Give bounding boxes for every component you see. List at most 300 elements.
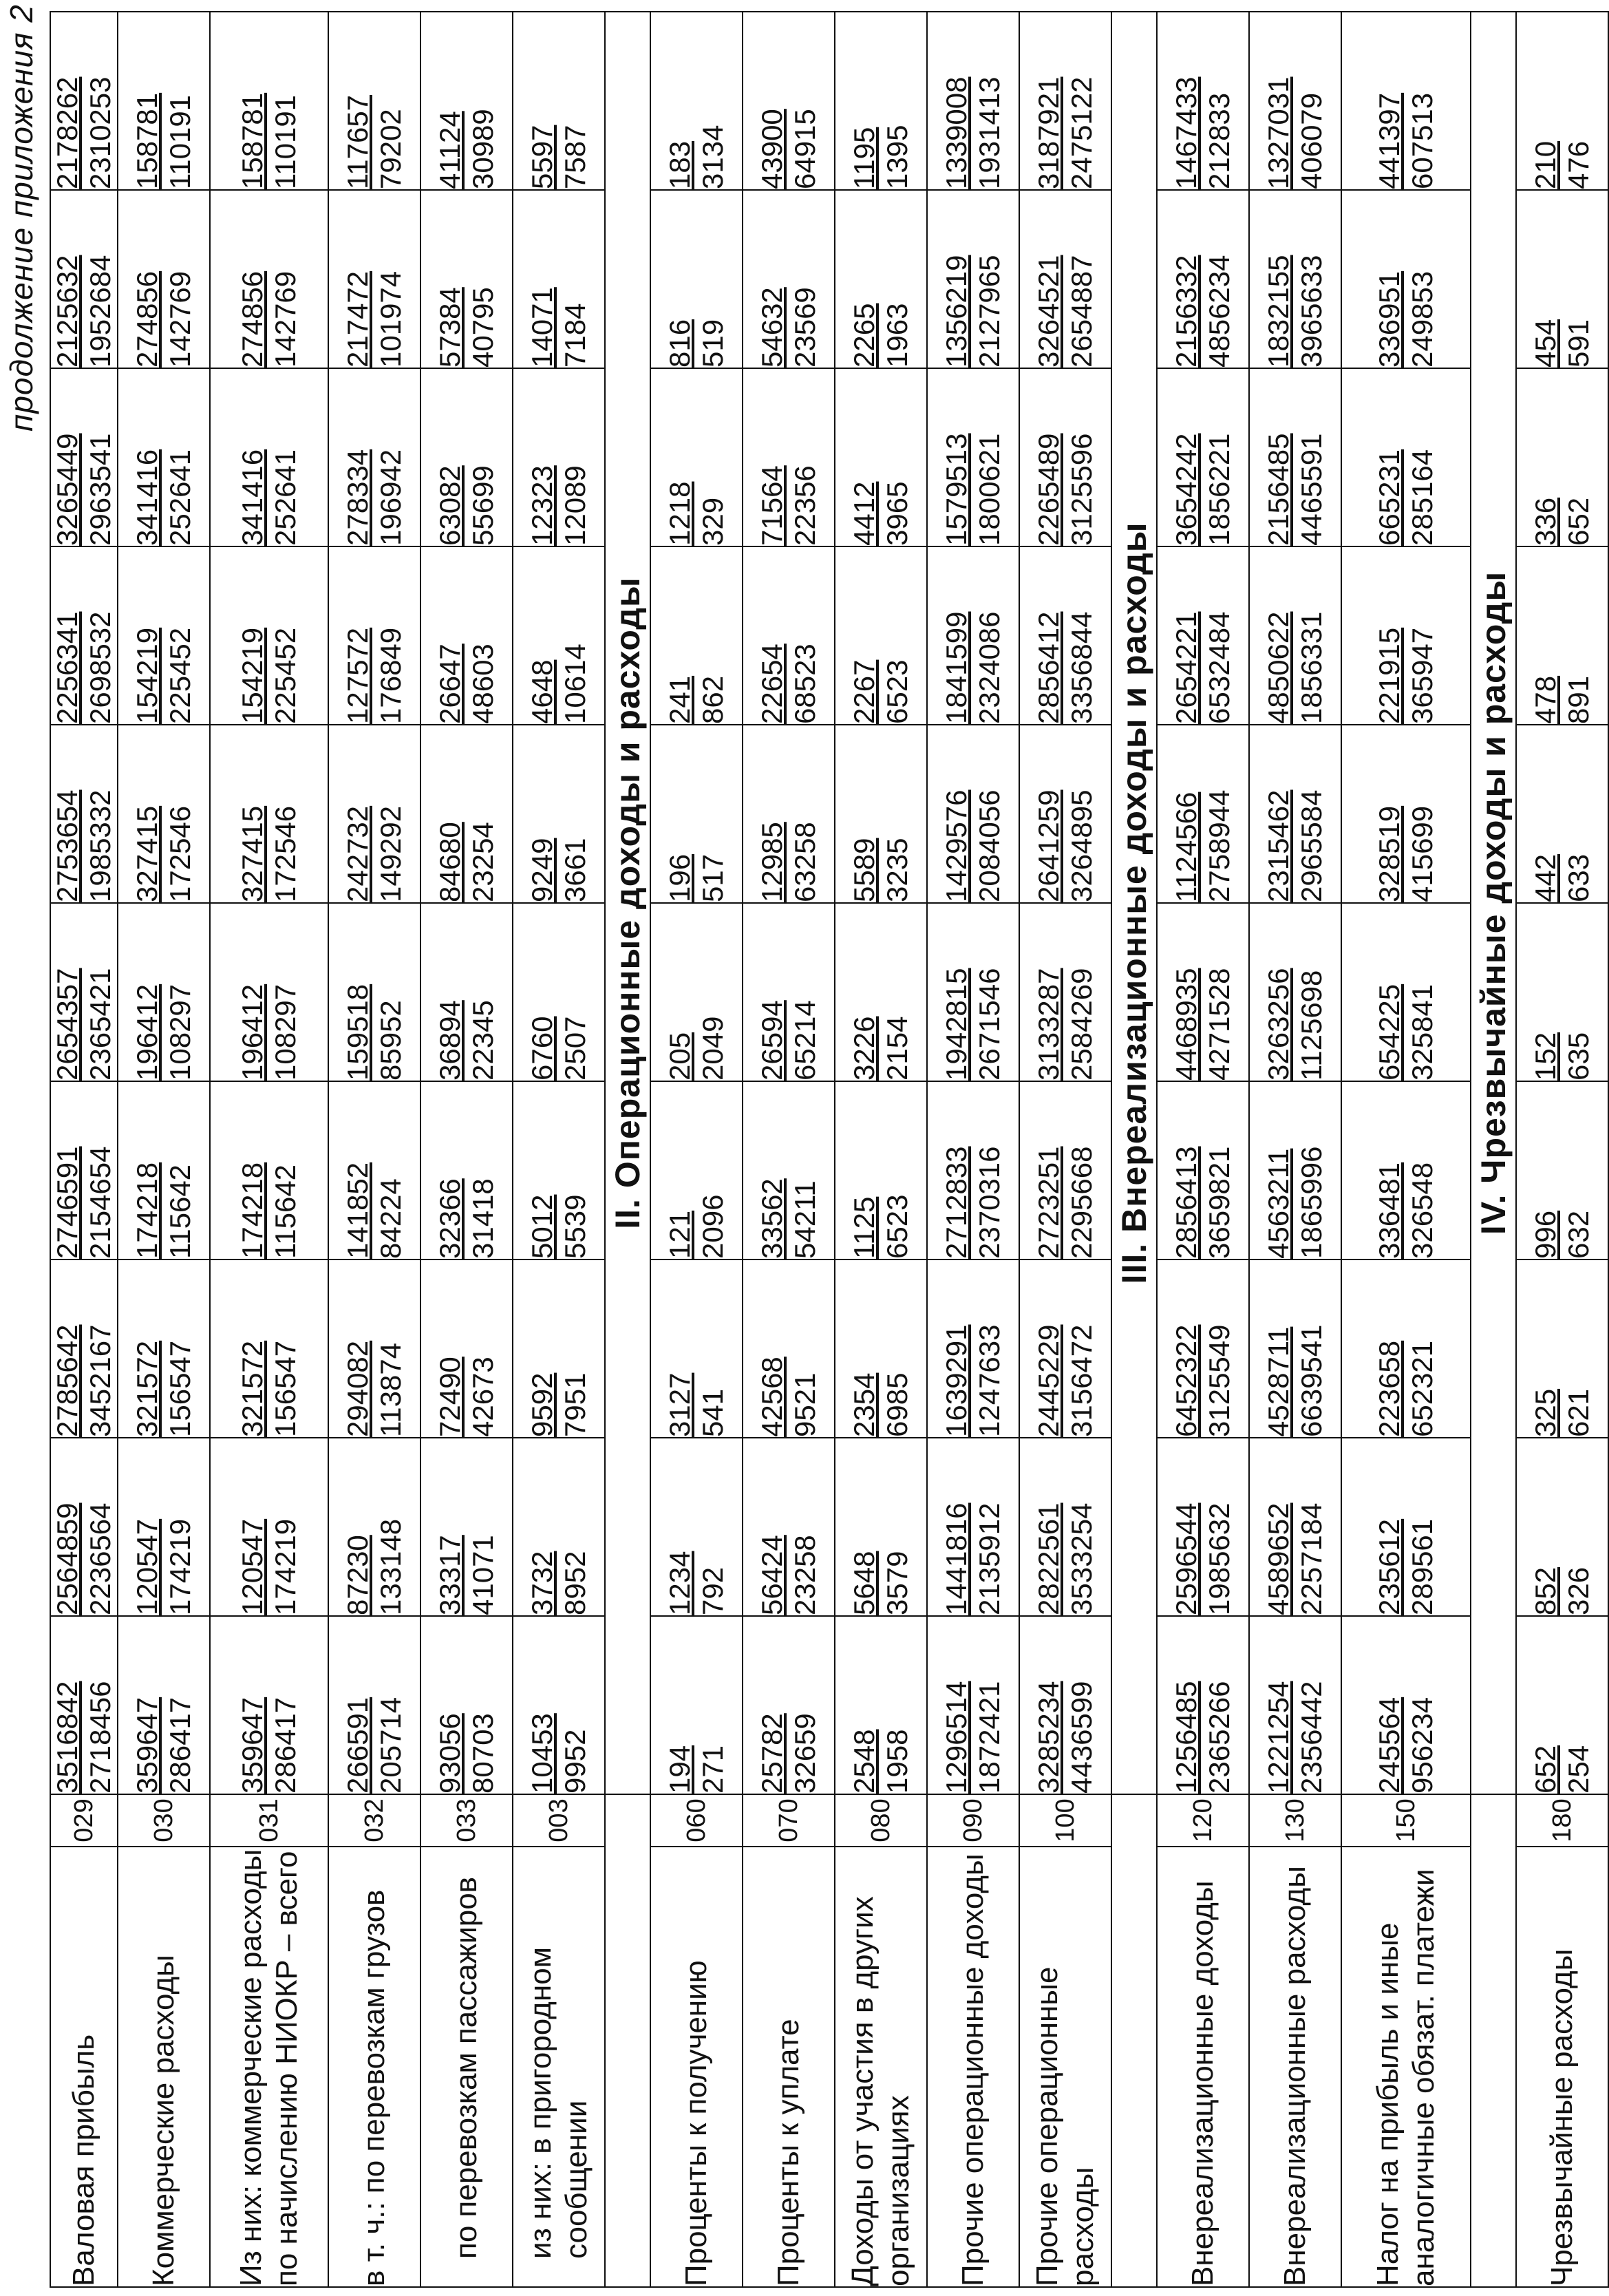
value-cell [50,1259,118,1438]
value-fraction [940,968,1006,1081]
value-top: 3654242 [1170,433,1202,546]
value-top: 3226 [848,1016,880,1081]
value-bottom: 271 [696,1745,729,1794]
value-cell [835,903,927,1081]
value-cell [118,368,210,546]
value-fraction [341,1341,407,1437]
table-row [50,12,118,2287]
value-cell [835,1081,927,1259]
value-cell [118,1259,210,1438]
value-cell [328,190,420,368]
value-bottom: 1800621 [973,433,1005,546]
value-fraction [1373,1162,1439,1259]
value-cell [328,1616,420,1794]
value-cell [835,546,927,725]
value-cell [927,1616,1019,1794]
value-bottom: 22356 [789,465,821,546]
value-bottom: 225452 [164,627,196,724]
value-fraction [51,968,117,1081]
value-bottom: 115642 [164,1164,196,1259]
value-bottom: 1958 [881,1729,913,1794]
value-cell [50,725,118,903]
value-top: 93056 [434,1713,466,1794]
value-cell [650,546,743,725]
value-fraction [1170,255,1236,368]
value-bottom: 68523 [789,644,821,724]
value-fraction [51,611,117,724]
value-top: 33317 [434,1535,466,1615]
value-top: 10453 [526,1713,558,1794]
value-fraction [1529,1032,1595,1081]
value-top: 1942815 [940,968,972,1081]
value-cell [927,1438,1019,1616]
value-cell [210,12,328,190]
value-cell [210,1081,328,1259]
value-fraction [526,465,592,546]
value-cell [210,725,328,903]
value-top: 2641259 [1032,789,1065,902]
value-cell [1157,1438,1249,1616]
value-fraction [1032,1502,1098,1615]
value-cell [743,546,835,725]
value-cell [1341,1081,1471,1259]
value-fraction [1529,141,1595,189]
value-bottom: 252641 [269,449,301,546]
value-bottom: 7587 [559,125,591,189]
value-cell [1516,546,1608,725]
value-fraction [526,1373,592,1437]
value-top: 120547 [131,1518,163,1615]
value-top: 4528711 [1262,1326,1294,1437]
value-bottom: 6639541 [1295,1324,1328,1437]
value-bottom: 174219 [164,1518,196,1615]
value-bottom: 633 [1562,853,1595,902]
value-top: 1195 [848,127,880,189]
value-top: 33562 [756,1178,788,1259]
value-fraction [1262,789,1328,902]
value-bottom: 113874 [374,1342,407,1437]
value-cell [1249,368,1341,546]
value-cell [1249,1081,1341,1259]
value-fraction [1529,854,1595,902]
value-fraction [663,1373,729,1437]
value-top: 158781 [236,92,268,189]
value-cell [50,368,118,546]
value-bottom: 286417 [269,1697,301,1794]
value-cell [1019,1438,1111,1616]
value-top: 32366 [434,1178,466,1259]
value-fraction [663,319,729,368]
value-cell [927,1259,1019,1438]
value-cell [328,368,420,546]
value-cell [513,190,605,368]
value-bottom: 84224 [374,1178,407,1259]
value-fraction [1529,498,1595,546]
value-fraction [236,628,302,724]
value-cell [328,1438,420,1616]
value-top: 2548 [848,1729,880,1794]
value-fraction [1373,271,1439,368]
value-fraction [434,287,500,368]
value-top: 43900 [756,109,788,189]
value-top: 816 [663,319,696,368]
value-bottom: 1963 [881,303,913,368]
value-fraction [1170,968,1236,1081]
value-top: 359647 [131,1697,163,1794]
value-bottom: 174219 [269,1518,301,1615]
value-bottom: 3965 [881,481,913,546]
value-top: 158781 [131,92,163,189]
value-fraction [1262,1146,1328,1259]
value-cell [1157,1259,1249,1438]
value-bottom: 1985632 [1203,1502,1235,1615]
value-bottom: 205714 [374,1697,407,1794]
value-bottom: 2718456 [84,1681,116,1794]
value-top: 4850622 [1262,611,1294,724]
value-cell [1157,12,1249,190]
value-fraction [848,125,914,189]
row-label: Валовая прибыль [50,1847,118,2287]
value-bottom: 79202 [374,109,407,189]
value-cell [118,903,210,1081]
value-fraction [236,1162,302,1259]
value-top: 56424 [756,1535,788,1615]
value-bottom: 2084056 [973,789,1005,902]
value-top: 1441816 [940,1502,972,1615]
value-top: 127572 [341,627,374,724]
value-fraction [51,1681,117,1794]
value-top: 341416 [131,449,163,546]
value-bottom: 3125549 [1203,1324,1235,1437]
value-cell [650,1616,743,1794]
value-top: 1234 [663,1551,696,1615]
value-cell [927,12,1019,190]
value-top: 441397 [1373,92,1405,189]
value-bottom: 2584269 [1065,968,1098,1081]
value-top: 1841599 [940,611,972,724]
value-bottom: 326548 [1406,1162,1438,1259]
value-cell [1341,1438,1471,1616]
table-row [1516,12,1608,2287]
value-top: 442 [1529,853,1562,902]
value-fraction [848,1551,914,1615]
value-cell [513,368,605,546]
value-top: 5597 [526,125,558,189]
value-fraction [756,822,822,902]
value-top: 183 [663,140,696,189]
value-cell [650,12,743,190]
value-top: 274856 [131,270,163,368]
value-cell [513,1438,605,1616]
value-cell [210,546,328,725]
value-top: 652 [1529,1745,1562,1794]
value-bottom: 3134 [696,125,729,189]
value-cell [1341,1616,1471,1794]
value-bottom: 891 [1562,675,1595,724]
value-cell [1249,725,1341,903]
row-code: 003 [513,1794,605,1847]
value-cell [1341,190,1471,368]
value-bottom: 1985332 [84,789,116,902]
value-fraction [236,449,302,546]
value-fraction [1262,611,1328,724]
value-cell [927,903,1019,1081]
table-row [927,12,1019,2287]
value-bottom: 2370316 [973,1146,1005,1259]
value-cell [420,546,513,725]
value-bottom: 23258 [789,1535,821,1615]
value-cell [650,903,743,1081]
value-cell [420,1438,513,1616]
value-bottom: 2654887 [1065,255,1098,368]
value-cell [1249,1438,1341,1616]
value-fraction [1373,1519,1439,1615]
value-cell [1516,1259,1608,1438]
value-fraction [236,1697,302,1794]
value-top: 9592 [526,1372,558,1437]
value-top: 3127 [663,1372,696,1437]
section-row [1471,12,1516,2287]
value-bottom: 6523 [881,1194,913,1259]
value-top: 2654221 [1170,611,1202,724]
value-bottom: 101974 [374,270,407,368]
value-top: 42568 [756,1357,788,1437]
value-bottom: 956234 [1406,1697,1438,1794]
row-label: по перевозкам пассажиров [420,1847,513,2287]
value-fraction [1373,628,1439,724]
value-cell [835,190,927,368]
financial-table [50,11,1609,2288]
table-row [118,12,210,2287]
value-cell [118,1081,210,1259]
value-cell [50,546,118,725]
value-bottom: 142769 [164,270,196,368]
value-bottom: 285164 [1406,449,1438,546]
value-top: 2564859 [51,1502,83,1615]
value-fraction [236,806,302,902]
value-top: 274856 [236,270,268,368]
value-cell [1249,903,1341,1081]
value-fraction [848,1017,914,1081]
value-fraction [940,1146,1006,1259]
value-bottom: 365947 [1406,627,1438,724]
value-cell [743,1438,835,1616]
value-bottom: 108297 [269,984,301,1081]
value-fraction [756,287,822,368]
value-cell [835,12,927,190]
value-fraction [51,76,117,189]
value-bottom: 2507 [559,1016,591,1081]
value-fraction [131,1341,197,1437]
value-top: 3285234 [1032,1681,1065,1794]
value-cell [1516,190,1608,368]
value-bottom: 4856234 [1203,255,1235,368]
value-top: 26647 [434,644,466,724]
value-fraction [756,1178,822,1259]
value-top: 2125632 [51,255,83,368]
value-top: 196412 [131,984,163,1081]
value-bottom: 4271528 [1203,968,1235,1081]
value-bottom: 142769 [269,270,301,368]
table-row [420,12,513,2287]
table-row [328,12,420,2287]
value-bottom: 1247633 [973,1324,1005,1437]
value-fraction [51,255,117,368]
value-bottom: 176849 [374,627,407,724]
value-cell [1341,903,1471,1081]
section-title-operational: II. Операционные доходы и расходы [605,12,650,1794]
value-fraction [1262,433,1328,546]
value-top: 121 [663,1210,696,1259]
value-fraction [1373,449,1439,546]
value-bottom: 8952 [559,1551,591,1615]
value-top: 57384 [434,287,466,368]
value-cell [513,1081,605,1259]
value-top: 210 [1529,140,1562,189]
row-label: Внереализационные расходы [1249,1847,1341,2287]
value-fraction [341,1697,407,1794]
value-cell [1249,12,1341,190]
value-bottom: 326 [1562,1566,1595,1615]
value-top: 4468935 [1170,968,1202,1081]
value-fraction [1032,1681,1098,1794]
value-fraction [131,806,197,902]
value-fraction [341,449,407,546]
value-cell [420,725,513,903]
value-fraction [848,838,914,902]
value-top: 1467433 [1170,76,1202,189]
value-cell [210,1438,328,1616]
value-top: 205 [663,1032,696,1081]
value-fraction [940,789,1006,902]
value-fraction [1170,76,1236,189]
value-top: 1296514 [940,1681,972,1794]
value-bottom: 3661 [559,838,591,902]
value-cell [50,903,118,1081]
value-cell [1019,190,1111,368]
row-label: Коммерческие расходы [118,1847,210,2287]
value-fraction [341,806,407,902]
row-code: 060 [650,1794,743,1847]
value-fraction [940,1681,1006,1794]
value-fraction [341,984,407,1081]
value-cell [927,190,1019,368]
value-bottom: 149292 [374,805,407,902]
value-top: 4412 [848,481,880,546]
value-bottom: 23569 [789,287,821,368]
value-bottom: 254 [1562,1745,1595,1794]
value-cell [1019,368,1111,546]
value-fraction [848,482,914,546]
value-fraction [1529,1389,1595,1437]
value-bottom: 22345 [467,1000,499,1081]
value-bottom: 862 [696,675,729,724]
value-top: 294082 [341,1340,374,1437]
value-cell [835,1616,927,1794]
row-code: 033 [420,1794,513,1847]
table-row [513,12,605,2287]
row-label: в т. ч.: по перевозкам грузов [328,1847,420,2287]
value-fraction [940,76,1006,189]
value-bottom: 32659 [789,1713,821,1794]
value-bottom: 1931413 [973,76,1005,189]
value-bottom: 225452 [269,627,301,724]
value-fraction [848,1373,914,1437]
value-fraction [434,1535,500,1615]
value-cell [1019,903,1111,1081]
row-code: 032 [328,1794,420,1847]
value-top: 14071 [526,287,558,368]
value-top: 2265489 [1032,433,1065,546]
value-top: 2445229 [1032,1324,1065,1437]
value-cell [743,903,835,1081]
value-cell [420,903,513,1081]
value-fraction [663,676,729,724]
value-bottom: 54211 [789,1180,821,1259]
value-fraction [756,1535,822,1615]
value-top: 9249 [526,838,558,902]
value-top: 5648 [848,1551,880,1615]
value-top: 3732 [526,1551,558,1615]
value-top: 336 [1529,497,1562,546]
value-bottom: 2365266 [1203,1681,1235,1794]
value-cell [118,1616,210,1794]
value-cell [420,1259,513,1438]
value-cell [210,368,328,546]
value-cell [328,725,420,903]
value-bottom: 1872421 [973,1681,1005,1794]
section-row [605,12,650,2287]
value-bottom: 6985 [881,1372,913,1437]
value-cell [743,1616,835,1794]
value-top: 341416 [236,449,268,546]
table-row [1157,12,1249,2287]
value-bottom: 591 [1562,319,1595,368]
value-fraction [341,95,407,189]
table-row [1019,12,1111,2287]
value-top: 3133287 [1032,968,1065,1081]
value-top: 2267 [848,659,880,724]
value-cell [927,725,1019,903]
value-fraction [1262,968,1328,1081]
value-top: 3516842 [51,1681,83,1794]
row-label: Прочие операционные расходы [1019,1847,1111,2287]
row-code: 031 [210,1794,328,1847]
value-cell [328,1081,420,1259]
value-fraction [1032,611,1098,724]
value-bottom: 55699 [467,465,499,546]
table-row [1249,12,1341,2287]
value-bottom: 3579 [881,1551,913,1615]
value-cell [650,1081,743,1259]
value-bottom: 2049 [696,1016,729,1081]
value-bottom: 108297 [164,984,196,1081]
value-fraction [663,1551,729,1615]
value-top: 2856413 [1170,1146,1202,1259]
value-top: 4648 [526,659,558,724]
value-bottom: 252641 [164,449,196,546]
row-label: из них: в пригородном сообщении [513,1847,605,2287]
value-fraction [434,1000,500,1081]
value-cell [1019,1259,1111,1438]
value-cell [118,190,210,368]
value-bottom: 2127965 [973,255,1005,368]
value-top: 71564 [756,465,788,546]
value-cell [927,546,1019,725]
value-fraction [1032,76,1098,189]
value-cell [1019,1081,1111,1259]
value-fraction [131,1697,197,1794]
